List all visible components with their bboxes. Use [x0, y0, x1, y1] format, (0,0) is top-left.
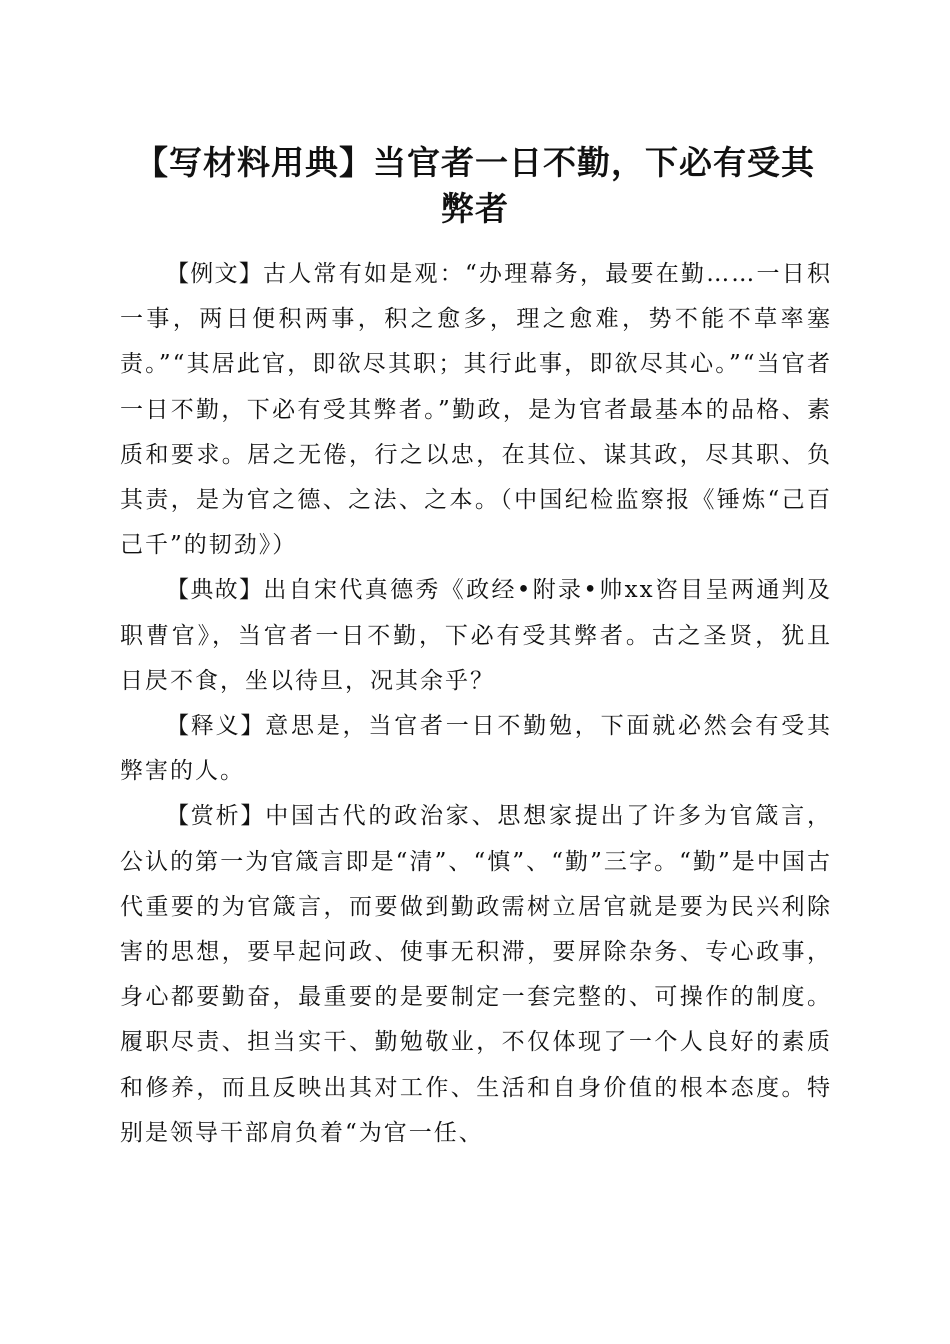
paragraph-text: 古人常有如是观：“办理幕务，最要在勤……一日积一事，两日便积两事，积之愈多，理之愈难，势不能不草率塞责。”“其居此官，即欲尽其职；其行此事，即欲尽其心。”“当官者一日不勤，下必有受其弊者。”勤政，是为官者最基本的品格、素质和要求。居之无倦，行之以忠，在其位、谋其政，尽其职、负其责，是为官之德、之法、之本。（中国纪检监察报《锤炼“己百己千”的韧劲》）	[120, 261, 832, 559]
document-title	[110, 140, 840, 232]
paragraph-appreciation	[120, 794, 832, 1156]
paragraph-interpretation	[120, 704, 832, 794]
title-line-1: 【写材料用典】当官者一日不勤，下必有受其	[135, 143, 815, 182]
paragraph-text: 出自宋代真德秀《政经•附录•帅xx咨目呈两通判及职曹官》，当官者一日不勤，下必有受其弊者。古之圣贤，犹且日昃不食，坐以待旦，况其余乎？	[120, 577, 832, 694]
title-line-2: 弊者	[441, 189, 509, 228]
paragraph-text: 中国古代的政治家、思想家提出了许多为官箴言，公认的第一为官箴言即是“清”、“慎”、“勤”三字。“勤”是中国古代重要的为官箴言，而要做到勤政需树立居官就是要为民兴利除害的思想，要早起问政、使事无积滞，要屏除杂务、专心政事，身心都要勤奋，最重要的是要制定一套完整的、可操作的制度。履职尽责、担当实干、勤勉敬业，不仅体现了一个人良好的素质和修养，而且反映出其对工作、生活和自身价值的根本态度。特别是领导干部肩负着“为官一任、	[120, 803, 833, 1146]
paragraph-tag: 【释义】	[166, 713, 266, 740]
paragraph-allusion	[120, 568, 832, 704]
paragraph-example	[120, 252, 832, 568]
document-body	[120, 252, 832, 1156]
paragraph-tag: 【例文】	[166, 261, 263, 287]
paragraph-tag: 【典故】	[166, 577, 264, 604]
paragraph-tag: 【赏析】	[166, 803, 266, 830]
paragraph-text: 意思是，当官者一日不勤勉，下面就必然会有受其弊害的人。	[120, 713, 833, 785]
